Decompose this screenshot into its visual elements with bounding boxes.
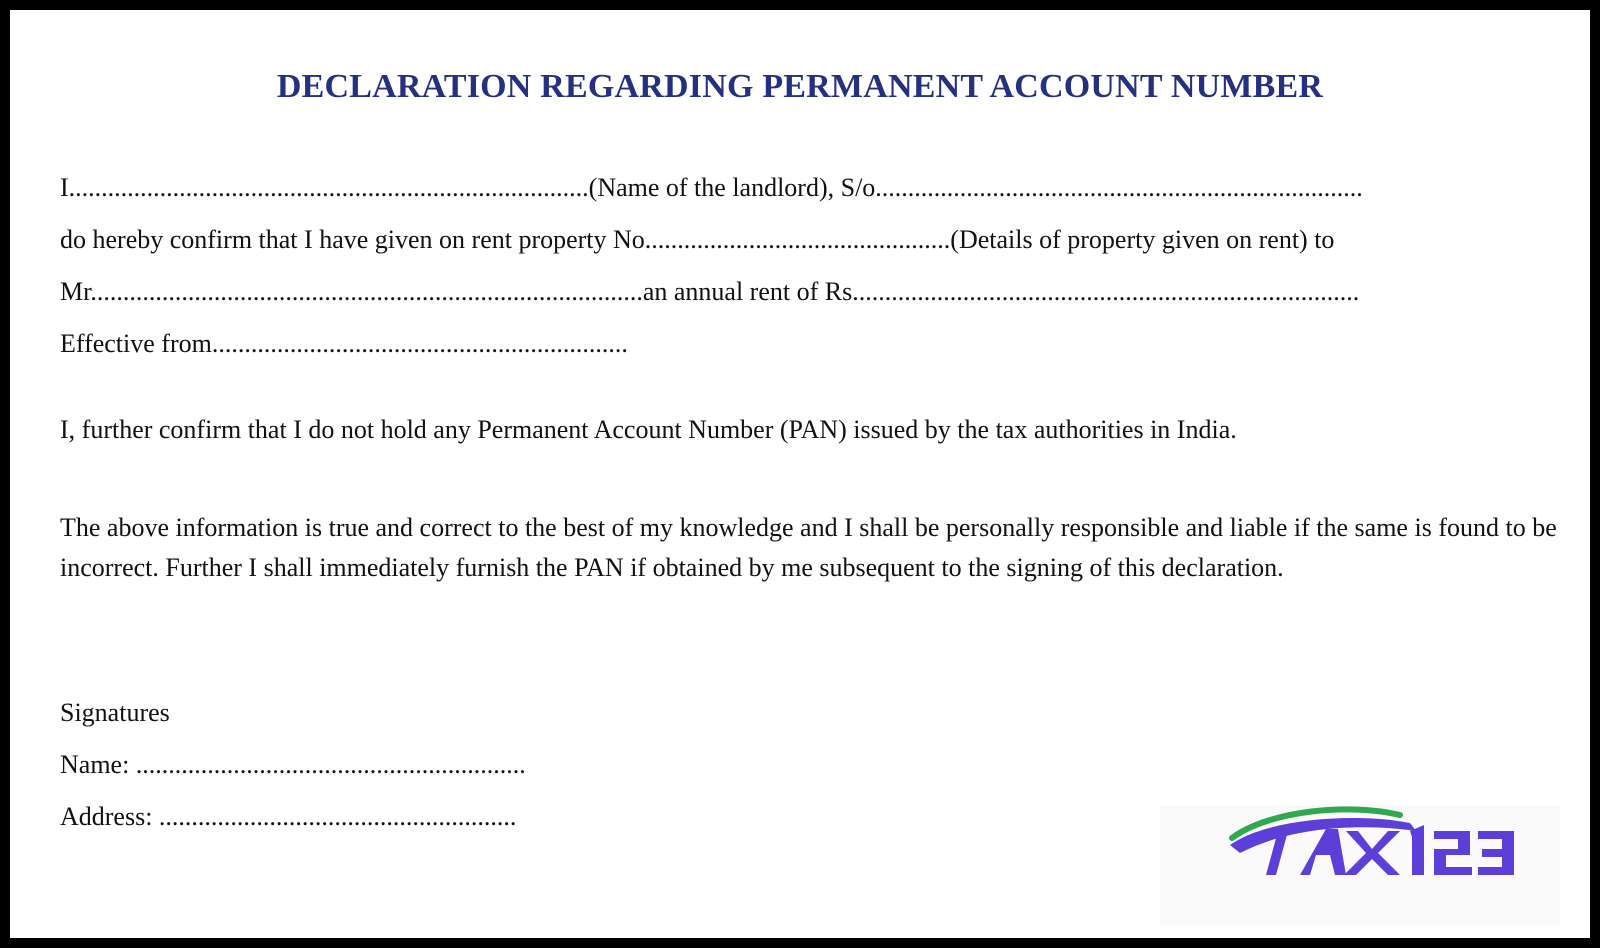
- signatures-label: Signatures: [60, 698, 170, 727]
- truth-declaration-paragraph: The above information is true and correct to the best of my knowledge and I shall be personally responsible and liable if the same is found to be incorrect. Further I shall immediately furnish the PAN if obtained by me subsequent to the signing of this declaration.: [60, 513, 1557, 582]
- document-title: DECLARATION REGARDING PERMANENT ACCOUNT NUMBER: [276, 68, 1324, 105]
- tax123-logo: [1160, 805, 1560, 925]
- property-line: do hereby confirm that I have given on rent property No...............................................(Details of property given on rent) to: [60, 225, 1335, 254]
- pan-confirmation-paragraph: I, further confirm that I do not hold any Permanent Account Number (PAN) issued by the tax authorities in India.: [60, 415, 1237, 444]
- landlord-name-line: I................................................................................(Name of the landlord), S/o...........................................................................: [60, 173, 1363, 202]
- tenant-rent-line: Mr.....................................................................................an annual rent of Rs..............................................................................: [60, 277, 1360, 306]
- name-field-line: Name: ............................................................: [60, 750, 526, 779]
- declaration-sheet: [10, 10, 1590, 938]
- effective-from-line: Effective from................................................................: [60, 329, 628, 358]
- address-field-line: Address: .......................................................: [60, 802, 517, 831]
